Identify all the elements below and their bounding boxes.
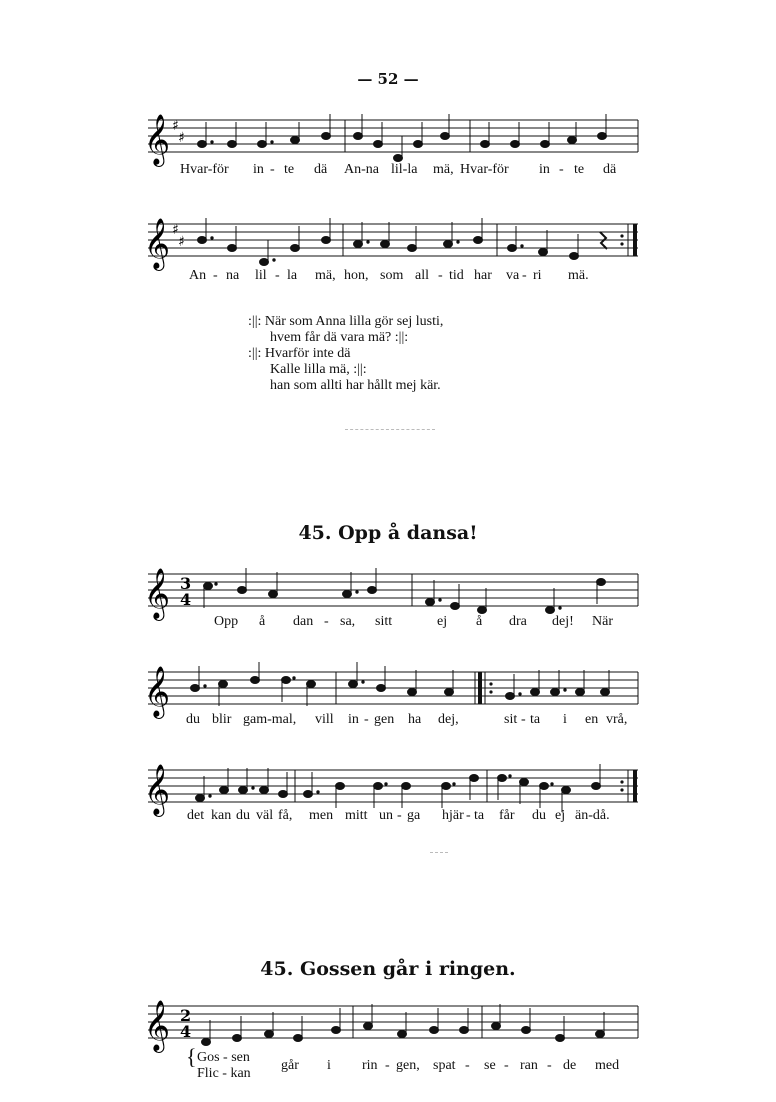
lyric: spat [433, 1058, 456, 1073]
note [196, 795, 205, 802]
note [291, 137, 300, 144]
staff-song44-line1 [140, 108, 645, 170]
note [191, 685, 200, 692]
lyric: få, [278, 808, 293, 823]
lyric: du [532, 808, 546, 823]
lyric: - [559, 162, 564, 177]
note [368, 587, 377, 594]
note [322, 133, 331, 140]
lyric: sitt [375, 614, 393, 629]
lyric: all [415, 268, 429, 283]
note [451, 603, 460, 610]
note [349, 681, 358, 688]
lyric-stack-bottom: Flic - kan [197, 1066, 251, 1081]
note [251, 677, 260, 684]
sharp-icon: ♯ [172, 222, 179, 238]
lyric: Opp [214, 614, 239, 629]
lyric: ej [555, 808, 566, 823]
lyric: se [484, 1058, 496, 1073]
lyric: - [465, 1058, 470, 1073]
lyric: te [574, 162, 585, 177]
note [541, 141, 550, 148]
note [531, 689, 540, 696]
note [506, 693, 515, 700]
lyric: - [385, 1058, 390, 1073]
separator [345, 429, 435, 430]
time-signature-bottom: 4 [180, 590, 192, 609]
lyric: la [287, 268, 298, 283]
staff-song44-line2 [140, 212, 645, 274]
lyric: hon, [344, 268, 369, 283]
song-title: 45. Gossen går i ringen. [260, 958, 516, 980]
lyric: ej [437, 614, 448, 629]
note [598, 133, 607, 140]
note [470, 775, 479, 782]
note [239, 787, 248, 794]
note [198, 237, 207, 244]
staff-song46-line1 [140, 994, 645, 1056]
lyric: dra [509, 614, 527, 629]
lyric: ga [407, 808, 421, 823]
lyric: ran [520, 1058, 538, 1073]
lyric: - [364, 712, 369, 727]
lyric: men [309, 808, 334, 823]
lyric: - [438, 268, 443, 283]
lyric: - [275, 268, 280, 283]
lyric: får [499, 808, 515, 823]
sharp-icon: ♯ [178, 130, 185, 146]
note [442, 783, 451, 790]
lyric: - [504, 1058, 509, 1073]
note [354, 133, 363, 140]
note [444, 241, 453, 248]
lyric: å [476, 614, 483, 629]
lyric: mä, [433, 162, 454, 177]
note [332, 1027, 341, 1034]
lyric: - [397, 808, 402, 823]
note [540, 783, 549, 790]
lyric: gen [374, 712, 395, 727]
note [394, 155, 403, 162]
lyric: - [547, 1058, 552, 1073]
song-title: 45. Opp å dansa! [298, 522, 478, 544]
sharp-icon: ♯ [172, 118, 179, 134]
note [204, 583, 213, 590]
note [377, 685, 386, 692]
lyric: När [592, 614, 613, 629]
lyric: An [189, 268, 207, 283]
lyric: ta [474, 808, 485, 823]
note [408, 689, 417, 696]
lyric: lil [255, 268, 267, 283]
note [304, 791, 313, 798]
note [430, 1027, 439, 1034]
lyric: vrå, [606, 712, 628, 727]
lyric: gam-mal, [243, 712, 297, 727]
lyric: dä [314, 162, 328, 177]
treble-clef-icon: 𝄞 [144, 568, 171, 619]
note [408, 245, 417, 252]
note [398, 1031, 407, 1038]
note [539, 249, 548, 256]
lyric: å [259, 614, 266, 629]
lyric: rin [362, 1058, 378, 1073]
note [279, 791, 288, 798]
note [294, 1035, 303, 1042]
lyric: det [187, 808, 205, 823]
brace: { [186, 1044, 197, 1069]
note [556, 1035, 565, 1042]
lyric: mitt [345, 808, 368, 823]
lyric: än-då. [575, 808, 610, 823]
lyric: - [521, 712, 526, 727]
separator [430, 852, 448, 853]
note [596, 1031, 605, 1038]
verse-line: hvem får dä vara mä? :||: [270, 330, 409, 345]
lyric: sit [504, 712, 518, 727]
note [402, 783, 411, 790]
page-number: — 52 — [357, 70, 419, 88]
note [260, 787, 269, 794]
note [498, 775, 507, 782]
lyric: dej, [438, 712, 459, 727]
note [426, 599, 435, 606]
lyric: - [522, 268, 527, 283]
treble-clef-icon: 𝄞 [144, 764, 171, 815]
verse-line: han som allti har hållt mej kär. [270, 378, 441, 393]
lyric: Hvar-för [180, 162, 229, 177]
lyric: - [466, 808, 471, 823]
verse-text [248, 314, 443, 394]
lyric: väl [256, 808, 274, 823]
lyric: dan [293, 614, 314, 629]
lyric: som [380, 268, 404, 283]
lyric: - [213, 268, 218, 283]
lyric: i [563, 712, 567, 727]
note [570, 253, 579, 260]
sharp-icon: ♯ [178, 234, 185, 250]
note [492, 1023, 501, 1030]
lyric: ri [533, 268, 542, 283]
lyric: har [474, 268, 492, 283]
note [307, 681, 316, 688]
lyric: kan [211, 808, 232, 823]
note [520, 779, 529, 786]
note [322, 237, 331, 244]
note [481, 141, 490, 148]
note [291, 245, 300, 252]
verse-line: Kalle lilla mä, :||: [270, 362, 367, 377]
verse-line: :||: När som Anna lilla gör sej lusti, [248, 314, 444, 329]
note [265, 1031, 274, 1038]
treble-clef-icon: 𝄞 [144, 666, 171, 717]
lyric: va [506, 268, 520, 283]
treble-clef-icon: 𝄞 [144, 218, 171, 269]
note [269, 591, 278, 598]
lyric: en [585, 712, 599, 727]
note [568, 137, 577, 144]
lyric: gen, [396, 1058, 420, 1073]
lyric: hjär [442, 808, 464, 823]
lyric: te [284, 162, 295, 177]
note [508, 245, 517, 252]
note [474, 237, 483, 244]
lyric: i [327, 1058, 331, 1073]
note [597, 579, 606, 586]
lyric: dej! [552, 614, 574, 629]
note [562, 787, 571, 794]
treble-clef-icon: 𝄞 [144, 1000, 171, 1051]
lyric: du [236, 808, 250, 823]
note [374, 783, 383, 790]
lyric: Hvar-för [460, 162, 509, 177]
lyric: vill [315, 712, 334, 727]
lyric-stack-top: Gos - sen [197, 1050, 250, 1065]
note [219, 681, 228, 688]
note [414, 141, 423, 148]
note [202, 1039, 211, 1046]
note [445, 689, 454, 696]
time-signature-bottom: 4 [180, 1022, 192, 1041]
note [238, 587, 247, 594]
note [374, 141, 383, 148]
lyric: ha [408, 712, 422, 727]
note [198, 141, 207, 148]
note [258, 141, 267, 148]
note [381, 241, 390, 248]
note [511, 141, 520, 148]
lyric: med [595, 1058, 620, 1073]
lyric: lil-la [391, 162, 418, 177]
note [478, 607, 487, 614]
time-signature-top: 3 [180, 574, 192, 593]
verse-line: :||: Hvarför inte dä [248, 346, 351, 361]
lyric: tid [449, 268, 464, 283]
lyric: mä, [315, 268, 336, 283]
lyric: blir [212, 712, 232, 727]
note [228, 245, 237, 252]
lyric: in [253, 162, 264, 177]
note [576, 689, 585, 696]
lyric: mä. [568, 268, 589, 283]
lyric: na [226, 268, 240, 283]
lyric: in [348, 712, 359, 727]
treble-clef-icon: 𝄞 [144, 114, 171, 165]
note [546, 607, 555, 614]
note [441, 133, 450, 140]
lyric: du [186, 712, 200, 727]
note [343, 591, 352, 598]
lyric: sa, [340, 614, 356, 629]
note [228, 141, 237, 148]
note [233, 1035, 242, 1042]
note [551, 689, 560, 696]
note [601, 689, 610, 696]
note [336, 783, 345, 790]
note [460, 1027, 469, 1034]
lyric: går [281, 1058, 299, 1073]
lyric: un [379, 808, 393, 823]
note [220, 787, 229, 794]
lyric: An-na [344, 162, 379, 177]
lyric: - [324, 614, 329, 629]
note [282, 677, 291, 684]
time-signature-top: 2 [180, 1006, 192, 1025]
lyric: dä [603, 162, 617, 177]
lyric: in [539, 162, 550, 177]
note [522, 1027, 531, 1034]
note [260, 259, 269, 266]
note [354, 241, 363, 248]
note [364, 1023, 373, 1030]
lyric: ta [530, 712, 541, 727]
note [592, 783, 601, 790]
lyric: - [270, 162, 275, 177]
lyric: de [563, 1058, 577, 1073]
